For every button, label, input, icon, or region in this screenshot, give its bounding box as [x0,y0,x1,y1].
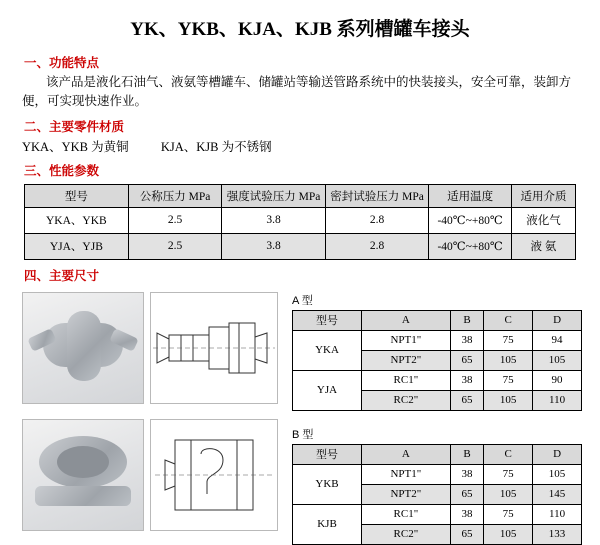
perf-r0-c1: 2.5 [128,207,222,233]
perf-r1-c1: 2.5 [128,233,222,259]
dim-b-r2-c1: 38 [450,504,484,524]
dim-a-r2-c1: 38 [450,370,484,390]
dim-b-r3-c1: 65 [450,524,484,544]
perf-r0-c0: YKA、YKB [25,207,129,233]
dim-b-r3-c3: 133 [533,524,582,544]
dim-a-col-0: 型号 [293,310,362,330]
dim-a-col-2: B [450,310,484,330]
perf-r1-c3: 2.8 [325,233,428,259]
perf-col-5: 适用介质 [511,184,575,207]
table-header-row [25,184,576,207]
dim-b-r0-c0: NPT1" [362,464,451,484]
dim-a-r2-c0: RC1" [362,370,451,390]
dim-a-r0-c3: 94 [533,330,582,350]
dim-a-r1-c0: NPT2" [362,350,451,370]
table-row [25,233,576,259]
product-photo-b [22,419,144,531]
product-photo-a [22,292,144,404]
dim-a-r0-c2: 75 [484,330,533,350]
performance-table [24,184,576,260]
table-row [25,207,576,233]
dim-b-r2-c2: 75 [484,504,533,524]
section-heading-features: 一、功能特点 [24,56,100,70]
dim-a-model-0: YKA [293,330,362,370]
dim-a-r3-c2: 105 [484,390,533,410]
dim-b-col-4: D [533,444,582,464]
dim-a-col-4: D [533,310,582,330]
table-row [293,464,582,484]
performance-table-wrap [24,184,600,260]
table-a-label: A 型 [292,294,313,307]
section-heading-dimensions: 四、主要尺寸 [24,268,100,283]
dim-b-r2-c3: 110 [533,504,582,524]
perf-r1-c5: 液 氨 [511,233,575,259]
perf-col-2: 强度试验压力 MPa [222,184,325,207]
material-left: YKA、YKB 为黄铜 [22,139,129,154]
drawing-b-svg [151,420,277,530]
dim-b-col-2: B [450,444,484,464]
dim-b-r0-c1: 38 [450,464,484,484]
perf-r0-c5: 液化气 [511,207,575,233]
perf-col-3: 密封试验压力 MPa [325,184,428,207]
table-b-label: B 型 [292,428,314,441]
dimension-table-a [292,310,582,411]
dim-b-r1-c3: 145 [533,484,582,504]
dim-b-col-0: 型号 [293,444,362,464]
perf-r0-c4: -40℃~+80℃ [429,207,512,233]
dim-a-r2-c2: 75 [484,370,533,390]
perf-r0-c3: 2.8 [325,207,428,233]
dim-a-model-1: YJA [293,370,362,410]
material-line [22,137,600,155]
table-row [293,370,582,390]
perf-r1-c2: 3.8 [222,233,325,259]
table-header-row [293,444,582,464]
section-heading-performance: 三、性能参数 [24,163,100,178]
table-column [292,292,584,545]
dim-b-r3-c0: RC2" [362,524,451,544]
dim-b-r2-c0: RC1" [362,504,451,524]
table-row [293,504,582,524]
dim-a-r3-c1: 65 [450,390,484,410]
dim-b-col-1: A [362,444,451,464]
technical-drawing-b [150,419,278,531]
section-heading-material: 二、主要零件材质 [24,119,125,134]
page-title: YK、YKB、KJA、KJB 系列槽罐车接头 [130,19,470,40]
features-paragraph: 该产品是液化石油气、液氨等槽罐车、储罐站等输送管路系统中的快装接头，安全可靠，装卸方便，可实现快速作业。 [22,75,572,108]
image-row-b [22,419,280,531]
dim-a-r1-c1: 65 [450,350,484,370]
table-header-row [293,310,582,330]
dim-a-r1-c3: 105 [533,350,582,370]
dimension-table-b [292,444,582,545]
table-row [293,330,582,350]
drawing-a-svg [151,293,277,403]
perf-col-1: 公称压力 MPa [128,184,222,207]
dim-a-col-1: A [362,310,451,330]
dim-b-r1-c1: 65 [450,484,484,504]
dim-b-r0-c3: 105 [533,464,582,484]
dim-a-col-3: C [484,310,533,330]
perf-r1-c0: YJA、YJB [25,233,129,259]
perf-col-0: 型号 [25,184,129,207]
dim-a-r2-c3: 90 [533,370,582,390]
dim-b-model-0: YKB [293,464,362,504]
perf-r0-c2: 3.8 [222,207,325,233]
image-column [22,292,280,541]
perf-col-4: 适用温度 [429,184,512,207]
perf-r1-c4: -40℃~+80℃ [429,233,512,259]
dim-b-r1-c0: NPT2" [362,484,451,504]
technical-drawing-a [150,292,278,404]
image-row-a [22,292,280,404]
dim-a-r3-c3: 110 [533,390,582,410]
dim-b-col-3: C [484,444,533,464]
dim-a-r1-c2: 105 [484,350,533,370]
dim-b-model-1: KJB [293,504,362,544]
dim-b-r1-c2: 105 [484,484,533,504]
dim-a-r0-c0: NPT1" [362,330,451,350]
dim-a-r0-c1: 38 [450,330,484,350]
dim-b-r0-c2: 75 [484,464,533,484]
dim-b-r3-c2: 105 [484,524,533,544]
dim-a-r3-c0: RC2" [362,390,451,410]
material-right: KJA、KJB 为不锈钢 [160,139,272,154]
